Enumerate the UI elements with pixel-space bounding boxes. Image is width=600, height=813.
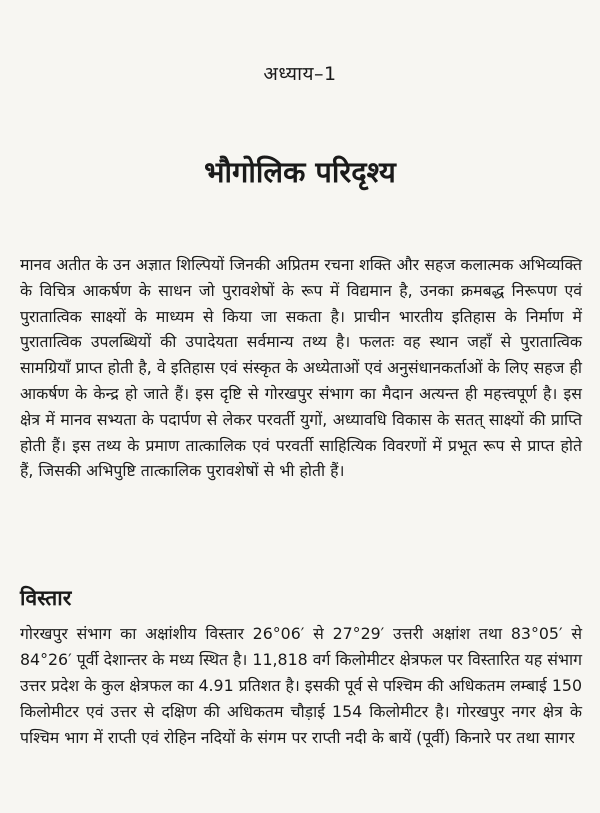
section-heading: विस्तार (20, 586, 72, 610)
chapter-label: अध्याय–1 (263, 63, 337, 85)
section-paragraph: गोरखपुर संभाग का अक्षांशीय विस्तार 26°06′ से 27°29′ उत्तरी अक्षांश तथा 83°05′ से 84°26′ पूर्वी देशान्तर के मध्य स्थित है। 11,818 वर्ग किलोमीटर क्षेत्रफल पर विस्तारित यह संभाग उत्तर प्रदेश के कुल क्षेत्रफल का 4.91 प्रतिशत है। इसकी पूर्व से पश्चिम की अधिकतम लम्बाई 150 किलोमीटर एवं उत्तर से दक्षिण की अधिकतम चौड़ाई 154 किलोमीटर है। गोरखपुर नगर क्षेत्र के पश्चिम भाग में राप्ती एवं रोहिन नदियों के संगम पर राप्ती नदी के बायें (पूर्वी) किनारे पर तथा सागर (20, 624, 582, 747)
intro-paragraph: मानव अतीत के उन अज्ञात शिल्पियों जिनकी अप्रितम रचना शक्ति और सहज कलात्मक अभिव्यक्ति के विचित्र आकर्षण के साधन जो पुरावशेषों के रूप में विद्यमान है, उनका क्रमबद्ध निरूपण एवं पुरातात्विक साक्ष्यों के माध्यम से किया जा सकता है। प्राचीन भारतीय इतिहास के निर्माण में पुरातात्विक उपलब्धियों की उपादेयता सर्वमान्य तथ्य है। फलतः वह स्थान जहाँ से पुरातात्विक सामग्रियाँ प्राप्त होती है, वे इतिहास एवं संस्कृत के अध्येताओं एवं अनुसंधानकर्ताओं के लिए सहज ही आकर्षण के केन्द्र हो जाते हैं। इस दृष्टि से गोरखपुर संभाग का मैदान अत्यन्त ही महत्त्वपूर्ण है। इस क्षेत्र में मानव सभ्यता के पदार्पण से लेकर परवर्ती युगों, अध्यावधि विकास के सतत् साक्ष्यों की प्राप्ति होती हैं। इस तथ्य के प्रमाण तात्कालिक एवं परवर्ती साहित्यिक विवरणों में प्रभूत रूप से प्राप्त होते हैं, जिसकी अभिपुष्टि तात्कालिक पुरावशेषों से भी होती हैं। (20, 255, 582, 481)
chapter-title: भौगोलिक परिदृश्य (204, 155, 396, 189)
